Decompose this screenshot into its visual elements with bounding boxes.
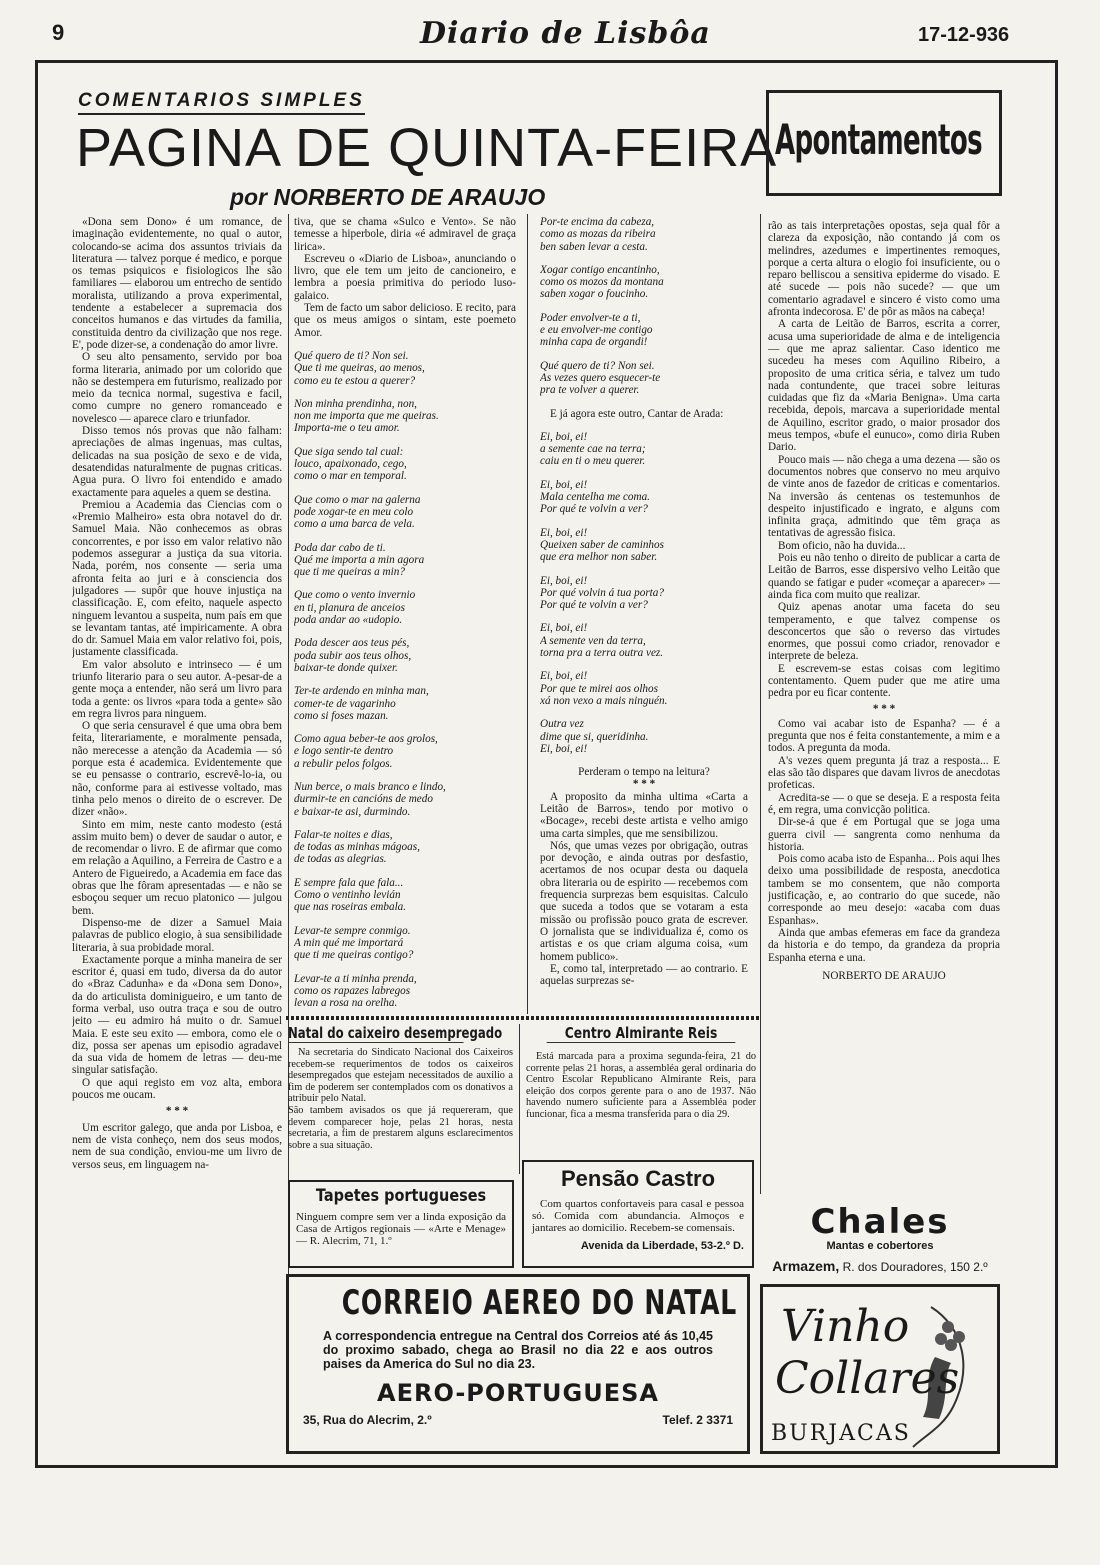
chales-ad <box>760 1204 1000 1280</box>
tapetes-ad-body: Ninguem compre sem ver a linda exposição da Casa de Artigos regionais — «Arte e Menage» — R. Alecrim, 71, 1.º <box>296 1211 506 1247</box>
col4-paragraph: A carta de Leitão de Barros, escrita a correr, acusa uma superioridade de alma e de inteligencia — que me apraz salientar. Caso identico me sucedeu ha meses com Aquilino Ribeiro, a proposito de uma critica séria, e talvez um tudo nada contundente, que tracei sobre leituras cuidadas que fiz da «Maria Benigna». Uma carta recebida, depois, marcava a superioridade mental de Aquilino, escritor grado, o maior prosador dos meus tempos, «bufe el eunuco», como diria Ruben Dario. <box>768 318 1000 454</box>
col4-paragraph: Pois eu não tenho o direito de publicar a carta de Leitão de Barros, esse dispersivo velho Leitão que quando se fatigar e puder «começar a aparecer» — ainda fica com muito que realizar. <box>768 552 1000 601</box>
article-column-4 <box>768 220 1000 1200</box>
newspaper-masthead: Diario de Lisbôa <box>420 16 711 51</box>
col1-paragraph: Em valor absoluto e intrinseco — é um triunfo literario para o seu autor. A-pesar-de a gente moça a entender, não será um livro para toda a gente: os livros «para toda a gente» são em regra livros para ninguem. <box>72 658 282 720</box>
col1-paragraph: «Dona sem Dono» é um romance, de imaginação evidentemente, no qual o autor, colocando-se acima dos assuntos triviais da literatura — talvez porque é medico, e porque os temas psiquicos e fisiologicos lhe são familiares — elaborou um entrecho de sentido moralista, utilizando a prova experimental, tendente a estabelecer a supremacia dos conceitos humanos e das virtudes da familia, constituida dentro da civilização que nos rege. E', pode dizer-se, a condenação do amor livre. <box>72 216 282 351</box>
correio-address: 35, Rua do Alecrim, 2.º <box>303 1413 432 1427</box>
col4-paragraph: Pouco mais — não chega a uma dezena — são os documentos nobres que conservo no meu arquivo de vinte anos de fazedor de criticas e comentarios. Na inversão ás centenas os testemunhos de despeito injustificado e ingrato, e alguns com infinita graça, admitindo que têm graça as tentativas de agressão fisica. <box>768 453 1000 540</box>
pensao-castro-ad <box>522 1160 754 1268</box>
poem-stanza: Xogar contigo encantinho, como os mozos da montana saben xogar o foucinho. <box>540 263 664 301</box>
col1-paragraph: Premiou a Academia das Ciencias com o «Premio Malheiro» esta obra notavel do dr. Samuel Maia. Não conhecemos as obras concorrentes, e por isso em valor relativo não podemos assegurar a justiça da sua vitoria. Nada, porém, nos consente — seria uma afronta feita ao juri e à consciencia dos julgadores — supôr que houve injustiça na classificação. E, com efeito, naquele aspecto ninguem levantou a suspeita, num país em que se levantam tantas, até impiricamente. A obra do dr. Samuel Maia em valor relativo foi, pois, justamente classificada. <box>72 498 282 659</box>
col1-paragraph: O que seria censuravel é que uma obra bem feita, literariamente, e moralmente pensada, não merecesse a atenção da Academia — só porque esta é academica. Evidentemente que se eu pensasse o contrario, escrevê-lo-ia, ou não, conforme para ai estivesse voltado, mas tinha pelo menos o direito de o escrever. De dizer «não». <box>72 720 282 819</box>
vinho-title-2: Collares <box>775 1353 960 1404</box>
col1-paragraph: Disso temos nós provas que não falham: apreciações de almas ingenuas, mas cultas, delicadas na sua posição de sexo e de vida, desatendidas naturalmente de pugnas criticas. Agua pura. O livro foi entendido e amado exactamente para aqueles a quem se destina. <box>72 425 282 499</box>
vinho-brand: BURJACAS <box>771 1421 911 1446</box>
correio-title: CORREIO AEREO DO NATAL <box>341 1283 738 1323</box>
article-column-2 <box>294 216 516 1016</box>
poem-stanza: Poder envolver-te a ti, e eu envolver-me contigo minha capa de organdi! <box>540 311 653 349</box>
column-rule <box>288 214 289 1454</box>
natal-ad-body: Na secretaria do Sindicato Nacional dos Caixeiros recebem-se requerimentos de todos os caixeiros desempregados que estejam necessitados de auxilio a fim de poderem ser contemplados com os donativos a atribuir pelo Natal. São tambem avisados os que já requereram, que devem comparecer hoje, pelas 21 horas, nesta secretaria, a fim de prestarem alguns esclarecimentos sobre a sua situação. <box>288 1047 513 1151</box>
vinho-collares-ad <box>760 1284 1000 1454</box>
poem-stanza: Poda descer aos teus pés, poda subir aos teus olhos, baixar-te donde quixer. <box>294 637 412 674</box>
col1-paragraph: Exactamente porque a minha maneira de ser escritor é, quasi em tudo, diversa da do autor do «Braz Cadunha» e da «Dona sem Dono», da do articulista dominigueiro, e um tanto de forma verbal, uso outra traça e sou de outro jeito — eu admiro há muito o dr. Samuel Maia. E este seu exito — embora, como ele o diz, possa ser apenas um episodio agradavel da sua vida de homem de letras — deu-me singular satisfação. <box>72 953 282 1077</box>
article-signature: NORBERTO DE ARAUJO <box>822 969 946 982</box>
col1-paragraph: O que aqui registo em voz alta, embora poucos me oucam. <box>72 1076 282 1102</box>
col4-paragraph: Ainda que ambas efemeras em face da grandeza da historia e do tempo, da grandeza da propria Espanha eterna e una. <box>768 926 1000 964</box>
section-divider: * * * <box>165 1105 189 1118</box>
col4-paragraph: A's vezes quem pregunta já traz a resposta... E elas são tão dispares que davam livros de anecdotas profeticas. <box>768 754 1000 792</box>
issue-date: 17-12-936 <box>918 24 1010 46</box>
poem-stanza: Ei, boi, ei! a semente cae na terra; caiu en ti o meu querer. <box>540 430 646 468</box>
col4-paragraph: Bom oficio, não ha duvida... <box>778 539 906 552</box>
chales-subtitle: Mantas e cobertores <box>826 1240 934 1252</box>
col1-paragraph: Sinto em mim, neste canto modesto (está assim muito bem) o dever de saudar o autor, e de recomendar o livro. E de afirmar que como em relação a Aquilino, a Ferreira de Castro e a Antero de Figueiredo, a Academia em face das obras que lhe fôram apresentadas — e não se esboçou sequer um recuo platonico — julgou bem. <box>72 818 282 917</box>
poem-stanza: Levar-te a ti minha prenda, como os rapazes labregos levan a rosa na orelha. <box>294 972 417 1010</box>
poem-stanza: Ei, boi, ei! Por qué volvin á tua porta? Por qué te volvin a ver? <box>540 574 664 612</box>
col2-paragraph: Tem de facto um sabor delicioso. E recito, para que os meus amigos o sintam, este poemeto Amor. <box>294 302 516 339</box>
tapetes-ad-title: Tapetes portugueses <box>315 1186 487 1206</box>
article-column-3 <box>540 216 748 1016</box>
poem-stanza: Qué quero de ti? Non sei. As vezes quero esquecer-te pra te volver a querer. <box>540 359 661 397</box>
col1-paragraph: Dispenso-me de dizer a Samuel Maia palavras de publico elogio, à sua sensibilidade literaria, à sua probidade moral. <box>72 916 282 954</box>
column-rule <box>760 214 761 1194</box>
poem-stanza: Levar-te sempre conmigo. A min qué me importará que ti me queiras contigo? <box>294 924 414 962</box>
col2-paragraph: tiva, que se chama «Sulco e Vento». Se não temesse a hiperbole, diria «é admiravel de graça lirica». <box>294 216 516 253</box>
poem-stanza: Ei, boi, ei! A semente ven da terra, torna pra a terra outra vez. <box>540 622 664 660</box>
page-number: 9 <box>52 20 65 45</box>
col4-paragraph: E escrevem-se estas coisas com legitimo contentamento. Quem puder que me atire uma pedra por eu ficar contente. <box>768 662 1000 700</box>
poem-stanza: Ei, boi, ei! Queixen saber de caminhos que era melhor non saber. <box>540 526 664 564</box>
pensao-castro-body: Com quartos confortaveis para casal e pessoa só. Comida com abundancia. Almoços e jantares ao domicilio. Recebem-se comensais. <box>532 1198 744 1234</box>
poem-stanza: Que siga sendo tal cual: louco, apaixonado, cego, como o mar en temporal. <box>294 445 407 483</box>
correio-phone: Telef. 2 3371 <box>662 1413 733 1427</box>
col4-paragraph: Como vai acabar isto de Espanha? — é a pregunta que nos é feita constantemente, a mim e a todos. A pregunta da moda. <box>768 717 1000 755</box>
almirante-ad-body: Está marcada para a proxima segunda-feira, 21 do corrente pelas 21 horas, a assembléa geral ordinaria do Centro Escolar Republicano Almirante Reis, para eleição dos corpos gerente para o ano de 1937. Não havendo numero suficiente para a Assembléa poder funcionar, fica a mesma transferida para o dia 29. <box>526 1051 756 1120</box>
section-divider: * * * <box>632 778 656 791</box>
col4-paragraph: Quiz apenas anotar uma faceta do seu temperamento, e que talvez compense os desconcertos que são o reverso das virtudes enormes, que possui como criador, renovador e interprete de beleza. <box>768 601 1000 663</box>
poem-stanza: Que como o mar na galerna pode xogar-te en meu colo como a uma barca de vela. <box>294 493 421 531</box>
chales-address: R. dos Douradores, 150 2.º <box>842 1260 988 1274</box>
article-byline: por NORBERTO DE ARAUJO <box>230 184 546 210</box>
poem-stanza: Ei, boi, ei! Por que te mirei aos olhos xá non vexo a mais ninguén. <box>540 670 668 707</box>
pensao-castro-address: Avenida da Liberdade, 53-2.º D. <box>580 1240 744 1252</box>
almirante-ad <box>526 1024 756 1150</box>
poem-stanza: Por-te encima da cabeza, como as mozas da ribeira ben saben levar a cesta. <box>540 216 656 253</box>
section-divider: * * * <box>872 702 896 715</box>
almirante-ad-title: Centro Almirante Reis <box>547 1024 736 1043</box>
article-headline: PAGINA DE QUINTA-FEIRA <box>76 118 778 178</box>
column-rule <box>527 214 528 1014</box>
pensao-castro-title: Pensão Castro <box>560 1166 716 1191</box>
poem-stanza: Outra vez dime que si, queridinha. Ei, boi, ei! <box>540 718 649 755</box>
article-kicker: COMENTARIOS SIMPLES <box>78 90 365 115</box>
col3-paragraph: E já agora este outro, Cantar de Arada: <box>550 407 724 420</box>
col1-paragraph: Um escritor galego, que anda por Lisboa, e nem de vista conheço, nem dos seus modos, nem de sua condição, enviou-me um livro de versos seus, em linguagem na- <box>72 1121 282 1171</box>
apontamentos-box <box>766 90 1002 196</box>
article-column-1 <box>72 216 282 1458</box>
ad-separator <box>286 1016 760 1020</box>
col4-paragraph: Acredita-se — o que se deseja. E a resposta feita é, em regra, uma convicção politica. <box>768 791 1000 816</box>
correio-body: A correspondencia entregue na Central dos Correios até ás 10,45 do proximo sabado, chega ao Brasil no dia 22 e aos outros paises da America do Sul no dia 23. <box>323 1329 713 1371</box>
col4-paragraph: rão as tais interpretações opostas, seja qual fôr a clareza da exposição, não contando já com os melindres, azedumes e impertinentes remoques, porque a certa altura o elogio foi insuficiente, ou o reparo belliscou a sensitiva epiderme do visado. E até sucede — pois não sucede? — que um comentario agradavel e sincero é visto como uma afronta indecorosa. E' de pôr as mãos na cabeça! <box>768 220 1000 319</box>
poem-stanza: Que como o vento invernio en ti, planura de anceios poda andar ao «udopio. <box>294 589 416 627</box>
apontamentos-title: Apontamentos <box>775 115 982 164</box>
poem-stanza: Como agua beber-te aos grolos, e logo sentir-te dentro a rebulir pelos folgos. <box>294 733 438 770</box>
col2-paragraph: Escreveu o «Diario de Lisboa», anunciando o livro, que ele tem um jeito de cancioneiro, e lembra a poesia primitiva do periodo luso-galaico. <box>294 252 516 302</box>
correio-company: AERO-PORTUGUESA <box>377 1379 659 1407</box>
poem-stanza: E sempre fala que fala... Como o ventinho levián que nas roseiras embala. <box>294 876 407 914</box>
col4-paragraph: Pois como acaba isto de Espanha... Pois aqui lhes deixo uma possibilidade de resposta, anecdotica tambem se mo consentem, que não comporta justificação, e, ao contrario do que sucede, não corresponde ao meu desejo: «acaba com duas Espanhas». <box>768 853 1000 927</box>
poem-stanza: Ei, boi, ei! Mala centelha me coma. Por qué te volvin a ver? <box>540 478 650 516</box>
chales-title: Chales <box>810 1202 950 1242</box>
col4-paragraph: Dir-se-á que é em Portugal que se joga uma guerra civil — sangrenta como nenhuma da historia. <box>768 816 1000 853</box>
poem-stanza: Poda dar cabo de ti. Qué me importa a min agora que ti me queiras a min? <box>294 541 425 579</box>
poem-stanza: Qué quero de ti? Non sei. Que ti me queiras, ao menos, como eu te estou a querer? <box>294 349 425 387</box>
col3-paragraph: Nós, que umas vezes por obrigação, outras por devoção, e ainda outras por desfastio, acertamos de nos ocupar desta ou daquela obra literaria ou de espirito — recebemos com frequencia surprezas bem esquisitas. Calculo que suceda a todos que se votaram a esta missão ou profissão pouco grata de escrever. O jornalista que se individualiza é, como os artistas e os que criam alguma coisa, «um homem publico». <box>540 839 748 963</box>
natal-ad <box>288 1024 520 1174</box>
chales-address-label: Armazem, <box>772 1258 840 1274</box>
col1-paragraph: O seu alto pensamento, servido por boa forma literaria, animado por um colorido que não se destempera em futurismo, realizado por meio da tecnica normal, sugestiva e facil, como cumpre no genero romanceado e novelesco — aparece claro e triunfador. <box>72 351 282 425</box>
vinho-title-1: Vinho <box>781 1301 910 1352</box>
poem-stanza: Falar-te noites e dias, de todas as minhas mágoas, de todas as alegrias. <box>294 828 420 866</box>
col3-paragraph: E, como tal, interpretado — ao contrario. E aquelas surprezas se- <box>540 962 748 988</box>
poem-stanza: Ter-te ardendo en minha man, comer-te de vagarinho como si foses mazan. <box>294 685 429 722</box>
tapetes-ad <box>288 1180 514 1268</box>
poem-stanza: Nun berce, o mais branco e lindo, durmir-te en cancións de medo e baixar-te asi, durmindo. <box>294 780 446 818</box>
correio-aereo-ad <box>286 1274 750 1454</box>
col3-paragraph: A proposito da minha ultima «Carta a Leitão de Barros», tendo por motivo o «Bocage», recebi deste artista e velho amigo uma carta simples, que me sensibilizou. <box>540 790 748 840</box>
poem-stanza: Non minha prendinha, non, non me importa que me queiras. Importa-me o teu amor. <box>294 397 439 435</box>
col3-paragraph: Perderam o tempo na leitura? <box>578 766 710 779</box>
natal-ad-title: Natal do caixeiro desempregado <box>288 1024 503 1042</box>
